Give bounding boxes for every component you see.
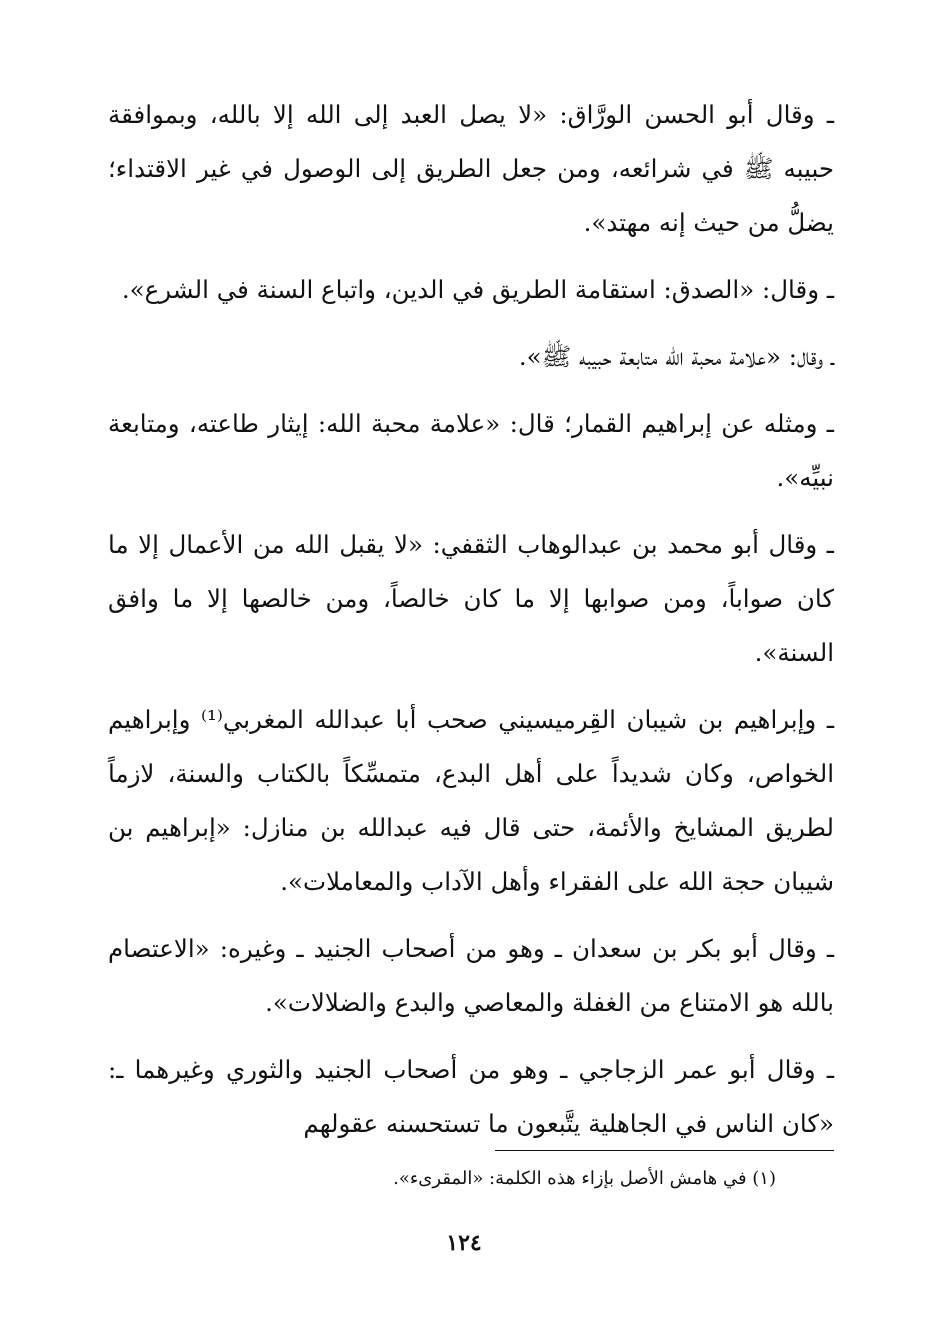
paragraph-1: ـ وقال أبو الحسن الورَّاق: «لا يصل العبد إلى الله إلا بالله، وبموافقة حبيبه ﷺ في شرائعه، ومن جعل الطريق إلى الوصول في غير الاقتداء؛ يضلُّ من حيث إنه مهتد».	[108, 100, 834, 237]
paragraph-6: ـ وإبراهيم بن شيبان القِرميسيني صحب أبا عبدالله المغربي⁽¹⁾ وإبراهيم الخواص، وكان شديداً على أهل البدع، متمسِّكاً بالكتاب والسنة، لازماً لطريق المشايخ والأئمة، حتى قال فيه عبدالله بن منازل: «إبراهيم بن شيبان حجة الله على الفقراء وأهل الآداب والمعاملات».	[108, 705, 834, 896]
paragraph-8: ـ وقال أبو عمر الزجاجي ـ وهو من أصحاب الجنيد والثوري وغيرهما ـ: «كان الناس في الجاهلية يتَّبعون ما تستحسنه عقولهم	[108, 1055, 834, 1138]
paragraph-2: ـ وقال: «الصدق: استقامة الطريق في الدين، واتباع السنة في الشرع».	[121, 275, 834, 304]
paragraph-4: ـ ومثله عن إبراهيم القمار؛ قال: «علامة محبة الله: إيثار طاعته، ومتابعة نبيِّه».	[108, 409, 834, 492]
paragraph-5: ـ وقال أبو محمد بن عبدالوهاب الثقفي: «لا يقبل الله من الأعمال إلا ما كان صواباً، ومن صوابها إلا ما كان خالصاً، ومن خالصها إلا ما وافق السنة».	[108, 530, 834, 667]
paragraph-3: ـ وقال: «علامة محبة الله متابعة حبيبه ﷺ».	[518, 342, 834, 371]
footnote: (١) في هامش الأصل بإزاء هذه الكلمة: «المقرىء».	[393, 1168, 776, 1189]
paragraph-7: ـ وقال أبو بكر بن سعدان ـ وهو من أصحاب الجنيد ـ وغيره: «الاعتصام بالله هو الامتناع من الغفلة والمعاصي والبدع والضلالات».	[108, 934, 834, 1017]
main-text	[108, 88, 834, 1151]
page-number: ١٢٤	[446, 1230, 482, 1256]
footnote-divider	[495, 1150, 834, 1151]
